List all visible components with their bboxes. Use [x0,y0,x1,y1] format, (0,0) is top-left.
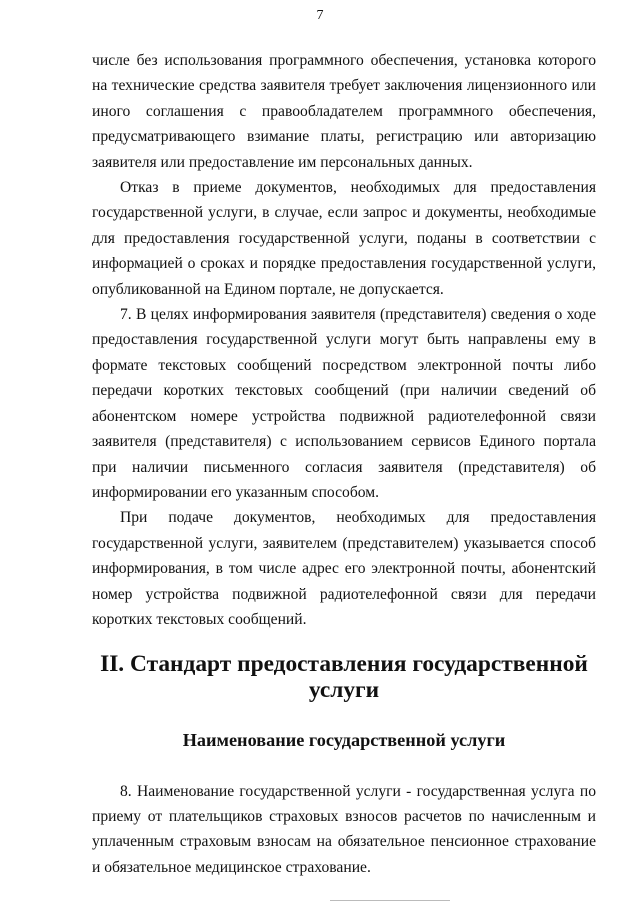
document-body [92,48,596,880]
paragraph-refusal: Отказ в приеме документов, необходимых для предоставления государственной услуги, в случае, если запрос и документы, необходимые для предоставления государственной услуги, поданы в соответствии с информацией о сроках и порядке предоставления государственной услуги, опубликованной на Едином портале, не допускается. [92,179,596,298]
paragraph-7-informing: 7. В целях информирования заявителя (представителя) сведения о ходе предоставления государственной услуги могут быть направлены ему в формате текстовых сообщений посредством электронной почты либо передачи коротких текстовых сообщений (при наличии сведений об абонентском номере устройства подвижной радиотелефонной связи заявителя (представителя) с использованием сервисов Единого портала при наличии письменного согласия заявителя (представителя) об информировании его указанным способом. [92,306,596,501]
scan-artifact-line [330,900,450,901]
section-heading: II. Стандарт предоставления государственной услуги [100,651,588,703]
paragraph-8-service-name: 8. Наименование государственной услуги - государственная услуга по приему от плательщиков страховых взносов расчетов по начисленным и уплаченным страховым взносам на обязательное пенсионное страхование и обязательное медицинское страхование. [92,782,596,876]
paragraph-submission: При подаче документов, необходимых для предоставления государственной услуги, заявителем (представителем) указывается способ информирования, в том числе адрес его электронной почты, абонентский номер устройства подвижной радиотелефонной связи для передачи коротких текстовых сообщений. [92,509,596,628]
subsection-heading: Наименование государственной услуги [182,730,506,751]
paragraph-continuation: числе без использования программного обеспечения, установка которого на технические средства заявителя требует заключения лицензионного или иного соглашения с правообладателем программного обеспечения, предусматривающего взимание платы, регистрацию или авторизацию заявителя или предоставление им персональных данных. [92,52,596,171]
page-number: 7 [316,8,324,23]
